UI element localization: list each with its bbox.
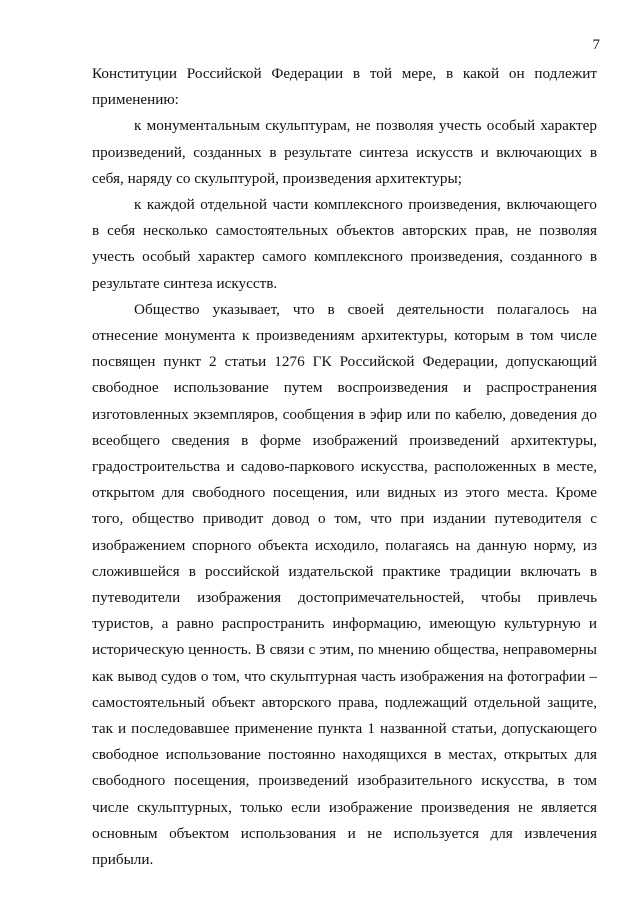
- paragraph: к монументальным скульптурам, не позволяя учесть особый характер произведений, созданных в результате синтеза искусств и включающих в себя, наряду со скульптурой, произведения архитектуры;: [92, 117, 597, 187]
- paragraph: к каждой отдельной части комплексного произведения, включающего в себя несколько самостоятельных объектов авторских прав, не позволяя учесть особый характер самого комплексного произведения, созданного в результате синтеза искусств.: [92, 196, 597, 292]
- document-body: [92, 61, 597, 873]
- paragraph: Конституции Российской Федерации в той мере, в какой он подлежит применению:: [92, 65, 597, 109]
- page-number: 7: [592, 37, 600, 53]
- paragraph: Общество указывает, что в своей деятельности полагалось на отнесение монумента к произведениям архитектуры, которым в том числе посвящен пункт 2 статьи 1276 ГК Российской Федерации, допускающий свободное использование путем воспроизведения и распространения изготовленных экземпляров, сообщения в эфир или по кабелю, доведения до всеобщего сведения в форме изображений произведений архитектуры, градостроительства и садово-паркового искусства, расположенных в месте, открытом для свободного посещения, или видных из этого места. Кроме того, общество приводит довод о том, что при издании путеводителя с изображением спорного объекта исходило, полагаясь на данную норму, из сложившейся в российской издательской практике традиции включать в путеводители изображения достопримечательностей, чтобы привлечь туристов, а равно распространить информацию, имеющую культурную и историческую ценность. В связи с этим, по мнению общества, неправомерны как вывод судов о том, что скульптурная часть изображения на фотографии – самостоятельный объект авторского права, подлежащий отдельной защите, так и последовавшее применение пункта 1 названной статьи, допускающего свободное использование постоянно находящихся в местах, открытых для свободного посещения, произведений изобразительного искусства, в том числе скульптурных, только если изображение произведения не является основным объектом использования и не используется для извлечения прибыли.: [92, 300, 597, 869]
